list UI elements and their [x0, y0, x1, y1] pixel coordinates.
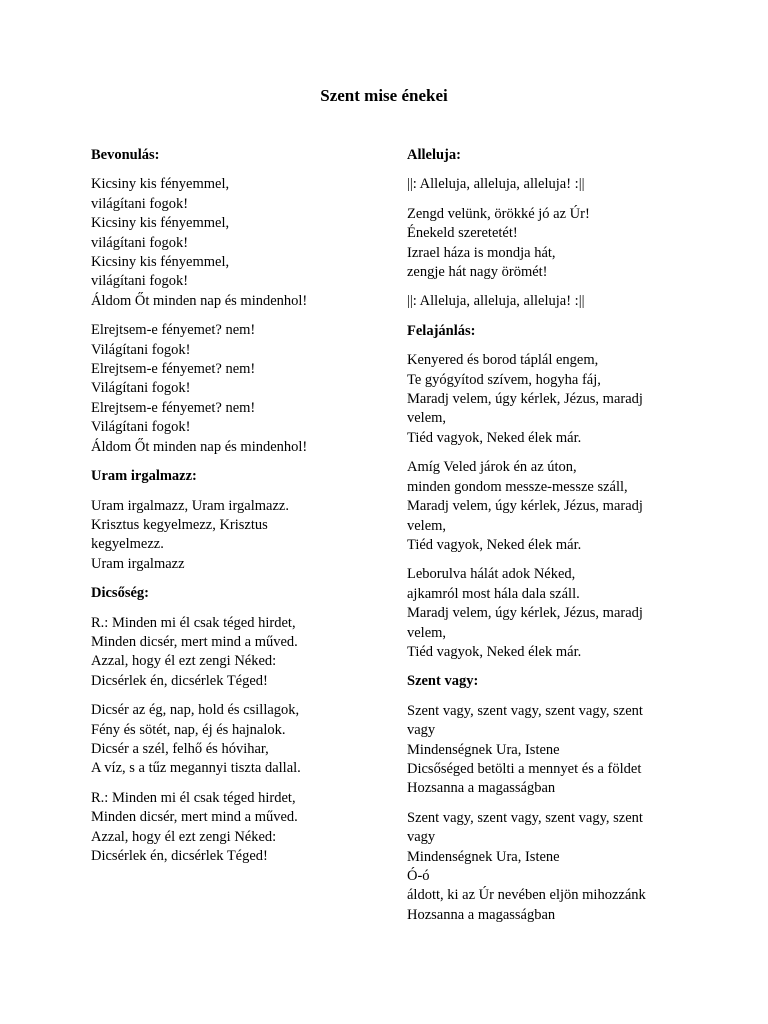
- lyric-line: Kicsiny kis fényemmel,: [91, 254, 230, 271]
- lyric-line: R.: Minden mi él csak téged hirdet,: [91, 614, 296, 631]
- song-section-szent-vagy: [407, 672, 669, 925]
- lyric-line: Dicsér a szél, felhő és hóvihar,: [91, 740, 269, 757]
- lyric-line: Fény és sötét, nap, éj és hajnalok.: [91, 721, 286, 738]
- lyric-line: Világítani fogok!: [91, 419, 191, 436]
- lyric-line: Leborulva hálát adok Néked,: [407, 566, 576, 583]
- lyric-line: Dicsérlek én, dicsérlek Téged!: [91, 672, 268, 689]
- lyric-line: kegyelmezz.: [91, 536, 164, 553]
- lyric-line: Uram irgalmazz: [91, 555, 185, 572]
- left-column: [91, 146, 361, 876]
- lyric-line: Uram irgalmazz, Uram irgalmazz.: [91, 497, 289, 514]
- lyric-line: Azzal, hogy él ezt zengi Néked:: [91, 653, 277, 670]
- lyric-line: velem,: [407, 517, 447, 534]
- lyric-line: ajkamról most hála dala száll.: [407, 585, 580, 602]
- lyric-line: Énekeld szeretetét!: [407, 225, 518, 242]
- lyric-line: Világítani fogok!: [91, 380, 191, 397]
- stanza: [407, 809, 669, 925]
- stanza: [91, 614, 361, 692]
- stanza: [407, 292, 669, 311]
- lyric-line: Minden dicsér, mert mind a műved.: [91, 633, 298, 650]
- lyric-line: Szent vagy, szent vagy, szent vagy, szent: [407, 702, 643, 719]
- lyric-line: Hozsanna a magasságban: [407, 780, 556, 797]
- lyric-line: Elrejtsem-e fényemet? nem!: [91, 399, 256, 416]
- stanza: [407, 351, 669, 448]
- song-section-alleluja: [407, 146, 669, 312]
- lyric-line: vagy: [407, 722, 436, 739]
- lyric-line: R.: Minden mi él csak téged hirdet,: [91, 789, 296, 806]
- stanza: [91, 175, 361, 311]
- stanza: [91, 321, 361, 457]
- lyric-line: velem,: [407, 410, 447, 427]
- lyric-line: Minden dicsér, mert mind a műved.: [91, 809, 298, 826]
- lyric-line: Tiéd vagyok, Neked élek már.: [407, 536, 582, 553]
- lyric-line: áldott, ki az Úr nevében eljön mihozzánk: [407, 887, 646, 904]
- lyric-line: Azzal, hogy él ezt zengi Néked:: [91, 828, 277, 845]
- lyric-line: Elrejtsem-e fényemet? nem!: [91, 361, 256, 378]
- song-section-uram-irgalmazz: [91, 467, 361, 574]
- section-heading: Felajánlás:: [407, 322, 476, 339]
- lyric-line: Mindenségnek Ura, Istene: [407, 741, 560, 758]
- section-heading: Alleluja:: [407, 147, 461, 163]
- lyric-line: Áldom Őt minden nap és mindenhol!: [91, 292, 308, 309]
- lyric-line: Elrejtsem-e fényemet? nem!: [91, 322, 256, 339]
- stanza: [407, 702, 669, 799]
- lyric-line: Hozsanna a magasságban: [407, 906, 556, 923]
- stanza: [91, 701, 361, 779]
- lyric-line: Zengd velünk, örökké jó az Úr!: [407, 205, 590, 222]
- lyric-line: Dicsér az ég, nap, hold és csillagok,: [91, 702, 300, 719]
- stanza: [91, 789, 361, 867]
- lyric-line: ||: Alleluja, alleluja, alleluja! :||: [407, 293, 585, 310]
- stanza: [91, 497, 361, 575]
- lyric-line: Maradj velem, úgy kérlek, Jézus, maradj: [407, 391, 643, 408]
- lyric-line: A víz, s a tűz megannyi tiszta dallal.: [91, 760, 301, 777]
- lyric-line: Te gyógyítod szívem, hogyha fáj,: [407, 371, 601, 388]
- lyric-line: világítani fogok!: [91, 195, 189, 212]
- lyric-line: Krisztus kegyelmezz, Krisztus: [91, 516, 268, 533]
- lyric-line: Amíg Veled járok én az úton,: [407, 459, 577, 476]
- lyric-line: Izrael háza is mondja hát,: [407, 244, 556, 261]
- section-heading: Uram irgalmazz:: [91, 468, 197, 485]
- lyric-line: Kenyered és borod táplál engem,: [407, 352, 599, 369]
- lyric-line: Dicsérlek én, dicsérlek Téged!: [91, 848, 268, 864]
- lyric-line: világítani fogok!: [91, 273, 189, 290]
- stanza: [407, 205, 669, 283]
- lyric-line: zengje hát nagy örömét!: [407, 264, 548, 281]
- stanza: [407, 458, 669, 555]
- lyric-line: Kicsiny kis fényemmel,: [91, 215, 230, 232]
- stanza: [407, 175, 669, 194]
- lyric-line: világítani fogok!: [91, 234, 189, 251]
- page-title: Szent mise énekei: [320, 86, 448, 105]
- lyric-line: Dicsőséged betölti a mennyet és a földet: [407, 760, 642, 777]
- lyric-line: velem,: [407, 624, 447, 641]
- lyric-line: Kicsiny kis fényemmel,: [91, 176, 230, 193]
- section-heading: Bevonulás:: [91, 147, 160, 163]
- lyric-line: Maradj velem, úgy kérlek, Jézus, maradj: [407, 498, 643, 515]
- song-section-bevonulas: [91, 146, 361, 457]
- lyric-line: minden gondom messze-messze száll,: [407, 478, 628, 495]
- lyric-line: Tiéd vagyok, Neked élek már.: [407, 643, 582, 660]
- lyric-line: vagy: [407, 829, 436, 846]
- lyric-line: Tiéd vagyok, Neked élek már.: [407, 429, 582, 446]
- lyric-line: ||: Alleluja, alleluja, alleluja! :||: [407, 176, 585, 193]
- lyric-line: Maradj velem, úgy kérlek, Jézus, maradj: [407, 605, 643, 622]
- lyric-line: Áldom Őt minden nap és mindenhol!: [91, 438, 308, 455]
- lyric-line: Szent vagy, szent vagy, szent vagy, szent: [407, 809, 643, 826]
- section-heading: Szent vagy:: [407, 673, 479, 690]
- lyric-line: Mindenségnek Ura, Istene: [407, 848, 560, 865]
- section-heading: Dicsőség:: [91, 585, 149, 602]
- song-section-felajanlas: [407, 322, 669, 663]
- stanza: [407, 565, 669, 662]
- right-column: [407, 146, 669, 935]
- lyric-line: Ó-ó: [407, 868, 430, 884]
- song-section-dicsoseg: [91, 584, 361, 866]
- lyric-line: Világítani fogok!: [91, 341, 191, 358]
